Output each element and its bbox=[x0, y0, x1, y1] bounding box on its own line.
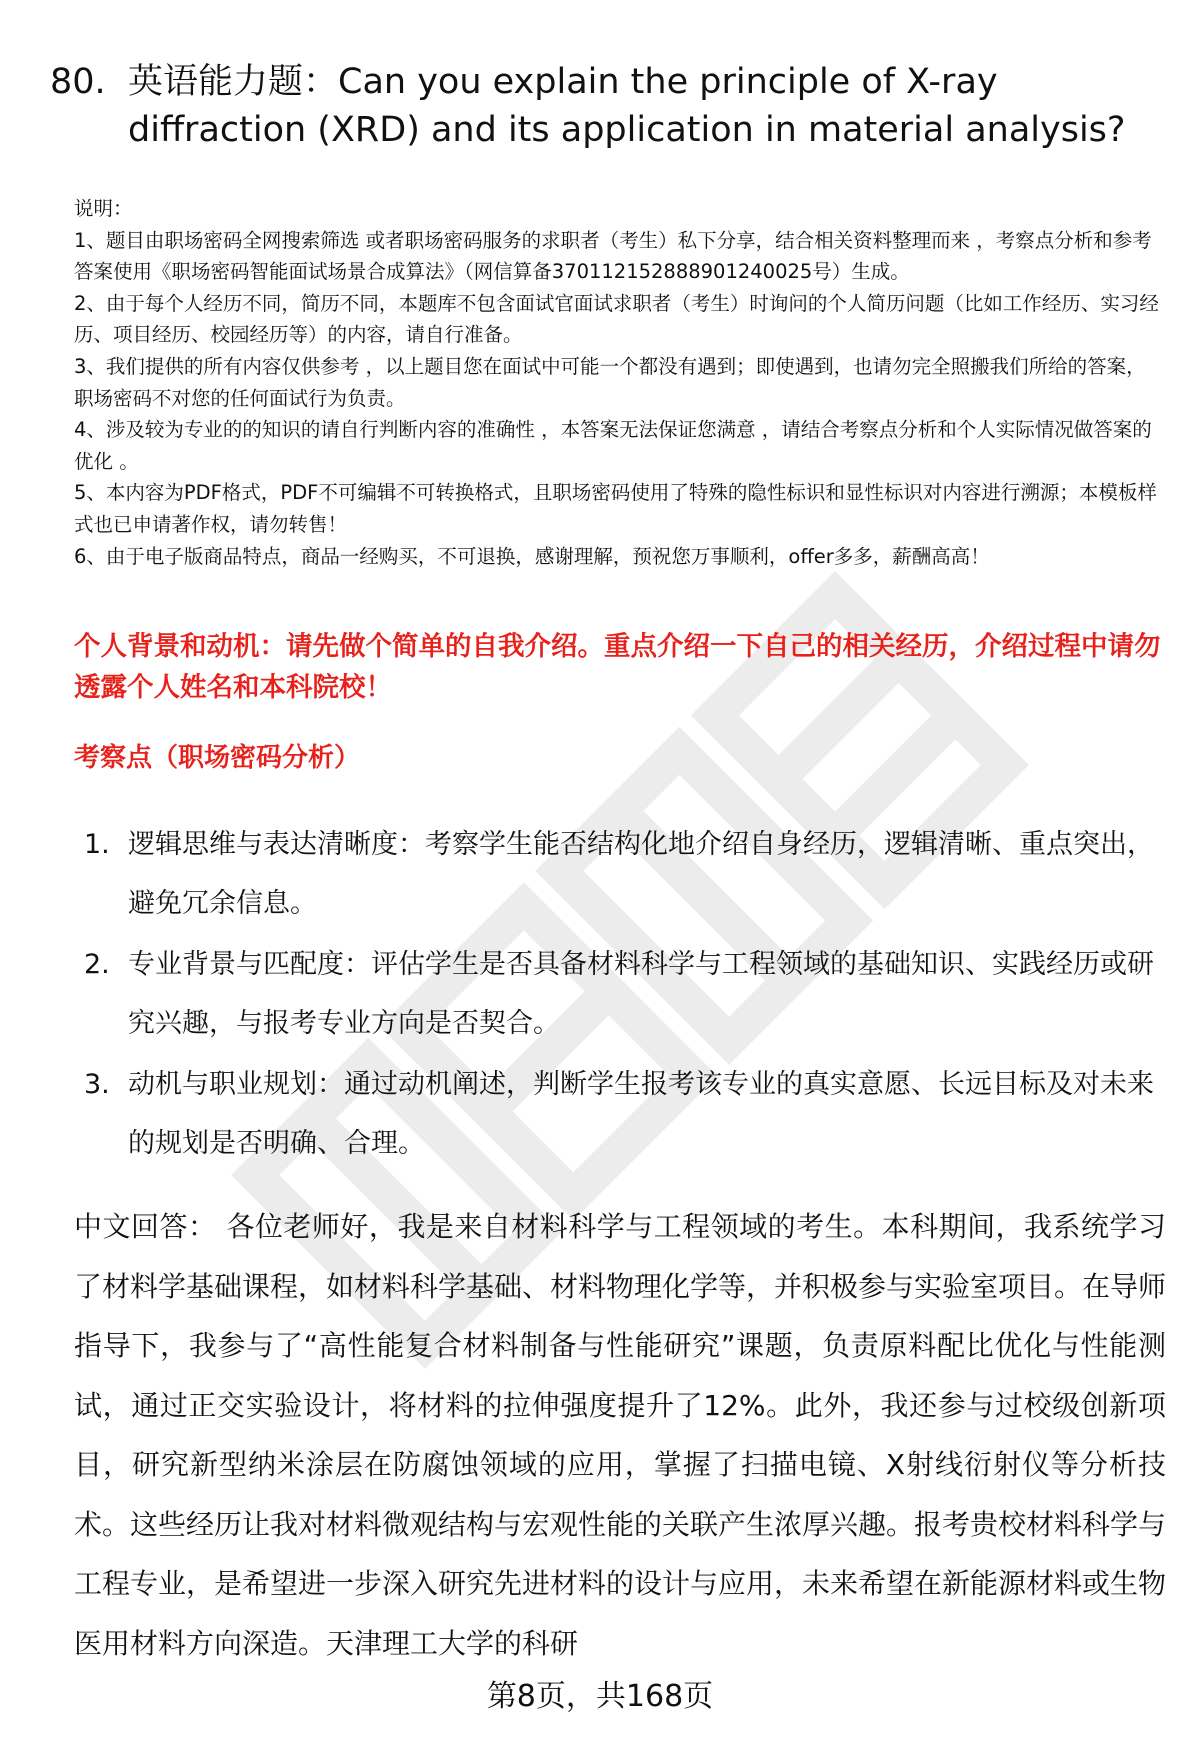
section-sub-heading: 考察点（职场密码分析） bbox=[74, 743, 361, 773]
question-title bbox=[50, 58, 1160, 154]
question-text-continued: diffraction (XRD) and its application in material analysis? bbox=[128, 110, 1126, 150]
list-item-number: 3. bbox=[84, 1069, 110, 1100]
list-item-number: 2. bbox=[84, 949, 110, 980]
list-item bbox=[84, 1055, 1164, 1173]
notes-section bbox=[74, 193, 1164, 572]
answer-text: 各位老师好，我是来自材料科学与工程领域的考生。本科期间，我系统学习了材料学基础课程，如材料科学基础、材料物理化学等，并积极参与实验室项目。在导师指导下，我参与了“高性能复合材料制备与性能研究”课题，负责原料配比优化与性能测试，通过正交实验设计，将材料的拉伸强度提升了12%。此外，我还参与过校级创新项目，研究新型纳米涂层在防腐蚀领域的应用，掌握了扫描电镜、X射线衍射仪等分析技术。这些经历让我对材料微观结构与宏观性能的关联产生浓厚兴趣。报考贵校材料科学与工程专业，是希望进一步深入研究先进材料的设计与应用，未来希望在新能源材料或生物医用材料方向深造。天津理工大学的科研 bbox=[74, 1210, 1167, 1660]
note-item: 4、涉及较为专业的的知识的请自行判断内容的准确性 ，本答案无法保证您满意 ，请结合考察点分析和个人实际情况做答案的优化 。 bbox=[74, 418, 1152, 473]
question-number: 80. bbox=[50, 62, 106, 102]
list-item-text: 动机与职业规划：通过动机阐述，判断学生报考该专业的真实意愿、长远目标及对未来的规划是否明确、合理。 bbox=[128, 1069, 1154, 1159]
note-item: 1、题目由职场密码全网搜索筛选 或者职场密码服务的求职者（考生）私下分享，结合相关资料整理而来 ，考察点分析和参考答案使用《职场密码智能面试场景合成算法》（网信算备370112152888901240025号）生成。 bbox=[74, 228, 1152, 284]
list-item bbox=[84, 815, 1164, 933]
list-item bbox=[84, 935, 1164, 1053]
list-item-number: 1. bbox=[84, 829, 110, 860]
list-item-text: 专业背景与匹配度：评估学生是否具备材料科学与工程领域的基础知识、实践经历或研究兴趣，与报考专业方向是否契合。 bbox=[128, 949, 1154, 1039]
note-item: 2、由于每个人经历不同，简历不同，本题库不包含面试官面试求职者（考生）时询问的个人简历问题（比如工作经历、实习经历、项目经历、校园经历等）的内容，请自行准备。 bbox=[74, 291, 1159, 347]
notes-heading: 说明： bbox=[74, 197, 133, 220]
answer-paragraph bbox=[74, 1197, 1166, 1673]
answer-label: 中文回答： bbox=[74, 1210, 217, 1243]
list-item-text: 逻辑思维与表达清晰度：考察学生能否结构化地介绍自身经历，逻辑清晰、重点突出，避免冗余信息。 bbox=[128, 829, 1154, 919]
section-heading: 个人背景和动机：请先做个简单的自我介绍。重点介绍一下自己的相关经历，介绍过程中请勿透露个人姓名和本科院校！ bbox=[74, 631, 1161, 703]
assessment-points bbox=[84, 815, 1164, 1175]
question-text: 英语能力题：Can you explain the principle of X-ray bbox=[128, 62, 998, 102]
note-item: 6、由于电子版商品特点，商品一经购买，不可退换，感谢理解，预祝您万事顺利，offer多多，薪酬高高！ bbox=[74, 544, 990, 568]
note-item: 3、我们提供的所有内容仅供参考 ，以上题目您在面试中可能一个都没有遇到；即使遇到，也请勿完全照搬我们所给的答案，职场密码不对您的任何面试行为负责。 bbox=[74, 354, 1146, 410]
note-item: 5、本内容为PDF格式，PDF不可编辑不可转换格式，且职场密码使用了特殊的隐性标识和显性标识对内容进行溯源；本模板样式也已申请著作权，请勿转售！ bbox=[74, 481, 1157, 536]
page-number: 第8页，共168页 bbox=[486, 1679, 714, 1714]
